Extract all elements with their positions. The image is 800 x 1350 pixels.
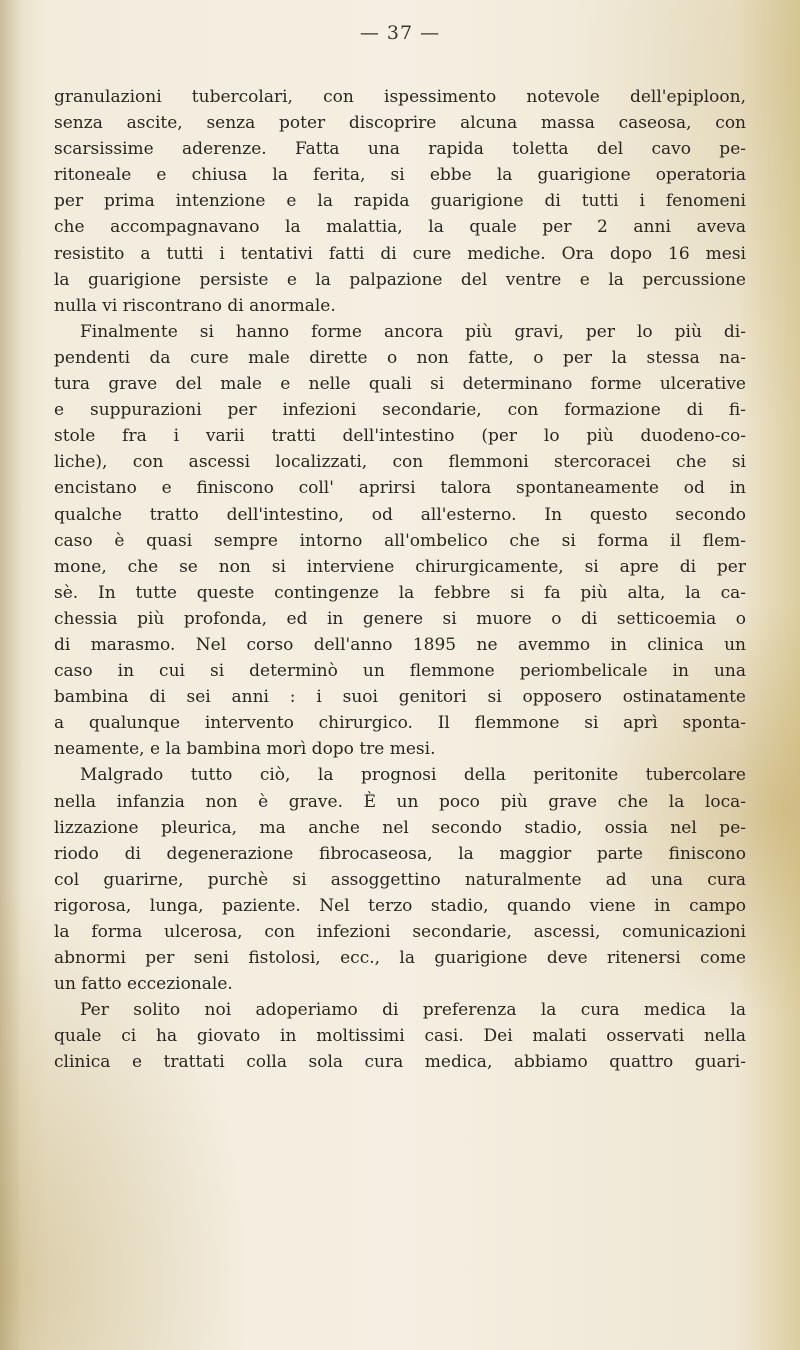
text-line: tura grave del male e nelle quali si determinano forme ulcerative	[54, 374, 746, 395]
text-line: di marasmo. Nel corso dell'anno 1895 ne avemmo in clinica un	[54, 634, 746, 655]
text-line: caso in cui si determinò un flemmone periombelicale in una	[54, 661, 746, 682]
text-line: a qualunque intervento chirurgico. Il flemmone si aprì sponta-	[54, 713, 746, 734]
text-line: lizzazione pleurica, ma anche nel secondo stadio, ossia nel pe-	[54, 817, 746, 838]
text-line: per prima intenzione e la rapida guarigione di tutti i fenomeni	[54, 191, 746, 212]
binding-shadow	[0, 0, 22, 1350]
text-line: abnormi per seni fistolosi, ecc., la guarigione deve ritenersi come	[54, 948, 746, 969]
text-line: stole fra i varii tratti dell'intestino (per lo più duodeno-co-	[54, 426, 746, 447]
text-line: scarsissime aderenze. Fatta una rapida toletta del cavo pe-	[54, 139, 746, 160]
text-line: clinica e trattati colla sola cura medica, abbiamo quattro guari-	[54, 1052, 746, 1073]
text-line: encistano e finiscono coll' aprirsi talora spontaneamente od in	[54, 478, 746, 499]
text-line: bambina di sei anni : i suoi genitori si opposero ostinatamente	[54, 687, 746, 708]
text-line: neamente, e la bambina morì dopo tre mesi.	[54, 739, 436, 760]
body-text	[54, 84, 746, 1076]
text-line: pendenti da cure male dirette o non fatte, o per la stessa na-	[54, 347, 746, 368]
text-line: quale ci ha giovato in moltissimi casi. Dei malati osservati nella	[54, 1026, 746, 1047]
text-line: liche), con ascessi localizzati, con flemmoni stercoracei che si	[54, 452, 746, 473]
text-line: rigorosa, lunga, paziente. Nel terzo stadio, quando viene in campo	[54, 895, 746, 916]
text-line: resistito a tutti i tentativi fatti di cure mediche. Ora dopo 16 mesi	[54, 243, 746, 264]
text-line: nella infanzia non è grave. È un poco più grave che la loca-	[54, 791, 746, 812]
text-line: Malgrado tutto ciò, la prognosi della peritonite tubercolare	[80, 765, 746, 786]
text-line: Per solito noi adoperiamo di preferenza la cura medica la	[80, 1000, 746, 1021]
text-line: un fatto eccezionale.	[54, 974, 233, 995]
text-line: riodo di degenerazione fibrocaseosa, la maggior parte finiscono	[54, 843, 746, 864]
text-line: ritoneale e chiusa la ferita, si ebbe la guarigione operatoria	[54, 165, 746, 186]
text-line: che accompagnavano la malattia, la quale per 2 anni aveva	[54, 217, 746, 238]
text-line: col guarirne, purchè si assoggettino naturalmente ad una cura	[54, 869, 746, 890]
text-line: qualche tratto dell'intestino, od all'esterno. In questo secondo	[54, 504, 746, 525]
text-line: senza ascite, senza poter discoprire alcuna massa caseosa, con	[54, 113, 746, 134]
text-line: chessia più profonda, ed in genere si muore o di setticoemia o	[54, 608, 746, 629]
text-line: sè. In tutte queste contingenze la febbre si fa più alta, la ca-	[54, 582, 746, 603]
text-line: granulazioni tubercolari, con ispessimento notevole dell'epiploon,	[54, 87, 746, 107]
page-number: — 37 —	[359, 22, 441, 44]
text-line: caso è quasi sempre intorno all'ombelico che si forma il flem-	[54, 530, 746, 551]
text-line: e suppurazioni per infezioni secondarie, con formazione di fi-	[54, 400, 746, 421]
text-line: la forma ulcerosa, con infezioni secondarie, ascessi, comunicazioni	[54, 922, 746, 942]
text-line: mone, che se non si interviene chirurgicamente, si apre di per	[54, 556, 746, 577]
text-line: nulla vi riscontrano di anormale.	[54, 295, 336, 316]
text-line: Finalmente si hanno forme ancora più gravi, per lo più di-	[80, 321, 746, 342]
text-line: la guarigione persiste e la palpazione del ventre e la percussione	[54, 269, 746, 290]
